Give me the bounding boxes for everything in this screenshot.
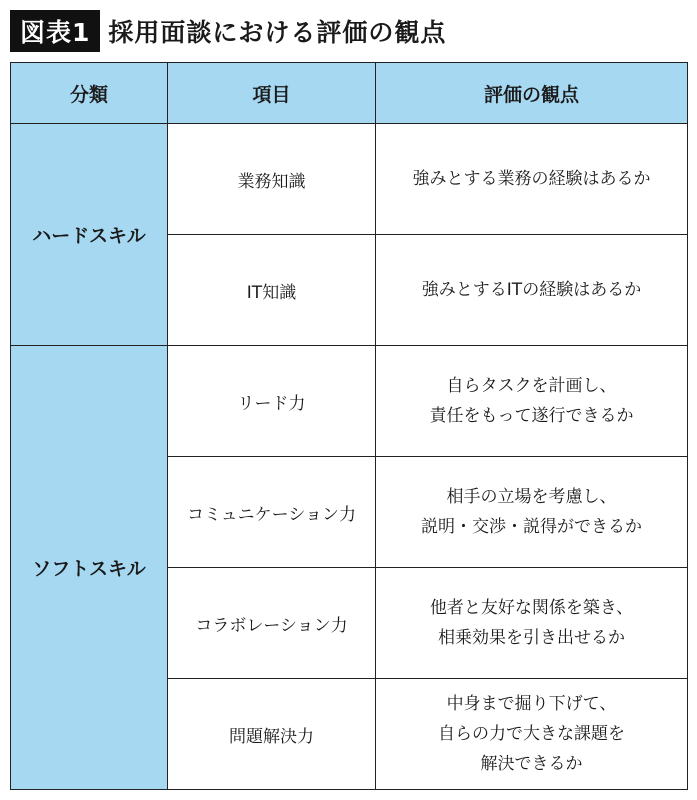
viewpoint-cell xyxy=(376,124,688,235)
column-header-viewpoint: 評価の観点 xyxy=(376,63,688,124)
viewpoint-line: 相乗効果を引き出せるか xyxy=(438,628,625,648)
viewpoint-line: 中身まで掘り下げて、 xyxy=(446,694,617,714)
viewpoint-cell xyxy=(376,679,688,790)
column-header-item: 項目 xyxy=(168,63,376,124)
column-header-category: 分類 xyxy=(11,63,168,124)
viewpoint-line: 強みとする業務の経験はあるか xyxy=(412,169,651,189)
viewpoint-cell xyxy=(376,457,688,568)
viewpoint-line: 相手の立場を考慮し、 xyxy=(446,487,617,507)
item-cell: IT知識 xyxy=(168,235,376,346)
item-cell: コラボレーション力 xyxy=(168,568,376,679)
viewpoint-line: 自らの力で大きな課題を xyxy=(438,724,625,744)
table-row xyxy=(11,124,688,235)
category-cell-soft-skill: ソフトスキル xyxy=(11,346,168,790)
item-cell: 問題解決力 xyxy=(168,679,376,790)
evaluation-table xyxy=(10,62,688,790)
viewpoint-line: 他者と友好な関係を築き、 xyxy=(429,598,634,618)
viewpoint-cell xyxy=(376,346,688,457)
item-cell: リード力 xyxy=(168,346,376,457)
figure-title xyxy=(10,10,446,52)
item-cell: 業務知識 xyxy=(168,124,376,235)
item-cell: コミュニケーション力 xyxy=(168,457,376,568)
figure-title-text: 採用面談における評価の観点 xyxy=(108,18,447,47)
viewpoint-line: 責任をもって遂行できるか xyxy=(429,406,634,426)
figure-number-badge: 図表1 xyxy=(10,10,100,52)
viewpoint-line: 強みとするITの経験はあるか xyxy=(421,280,642,300)
table-header-row xyxy=(11,63,688,124)
category-cell-hard-skill: ハードスキル xyxy=(11,124,168,346)
viewpoint-line: 説明・交渉・説得ができるか xyxy=(421,517,642,537)
viewpoint-cell xyxy=(376,568,688,679)
table-row xyxy=(11,346,688,457)
viewpoint-cell xyxy=(376,235,688,346)
viewpoint-line: 解決できるか xyxy=(480,754,583,774)
viewpoint-line: 自らタスクを計画し、 xyxy=(446,376,617,396)
